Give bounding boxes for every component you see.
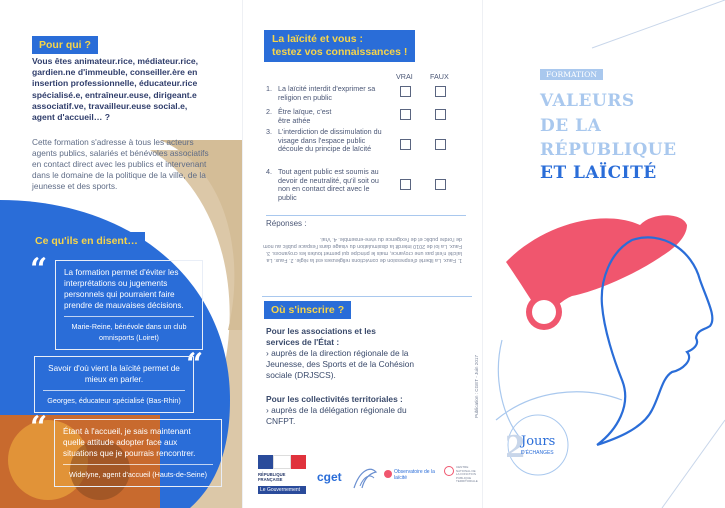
- quote-author: Marie-Reine, bénévole dans un club omnisports (Loiret): [64, 316, 194, 343]
- deco-arc: [498, 340, 522, 440]
- false-checkbox-2[interactable]: [435, 109, 446, 120]
- question-text: Tout agent public est soumis au devoir de neutralité, qu'il soit ou non en contact direct avec le public: [278, 167, 379, 202]
- who-tag: Pour qui ?: [32, 36, 98, 54]
- badge-word: Jours: [521, 434, 556, 449]
- quiz-tag: [264, 30, 415, 62]
- where-tag: Où s'inscrire ?: [264, 301, 351, 319]
- assoc-title: Pour les associations et les services de l'État :: [266, 326, 376, 347]
- quote-author: Widelyne, agent d'accueil (Hauts-de-Seine): [63, 464, 213, 480]
- quote-author: Georges, éducateur spécialisé (Bas-Rhin): [43, 390, 185, 406]
- local-text: › auprès de la délégation régionale du CNFPT.: [266, 405, 407, 426]
- col-true: VRAI: [396, 72, 413, 81]
- true-checkbox-3[interactable]: [400, 139, 411, 150]
- title-line-3: RÉPUBLIQUE: [540, 140, 677, 160]
- quote-mark-icon: “: [30, 252, 48, 287]
- who-text: Vous êtes animateur.rice, médiateur.rice, gardien.ne d'immeuble, conseiller.ère en insertion professionnelle, éducateur.rice spécialisé.e, entraîneur.euse, dirigeant.e associatif.ve, travailleur.euse social.e, agent d'accueil… ?: [32, 56, 199, 123]
- question-number: 4.: [266, 167, 272, 176]
- publication-credit: Publication : CGET - Juin 2017: [474, 355, 479, 418]
- title-line-2: DE LA: [540, 116, 602, 136]
- who-text-2: Cette formation s'adresse à tous les acteurs agents publics, salariés et bénévoles associatifs en contact direct avec les publics et intervenant dans le domaine de la politique de la ville, de la jeunesse et des sports.: [32, 137, 209, 191]
- formation-label: FORMATION: [540, 69, 603, 80]
- question-number: 2.: [266, 107, 272, 116]
- quote-text: Savoir d'où vient la laïcité permet de mieux en parler.: [48, 364, 180, 384]
- quote-mark-icon: “: [30, 410, 48, 445]
- gouvernement-text: Le Gouvernement: [258, 486, 306, 494]
- quote-card-1: [55, 260, 203, 350]
- question-text: La laïcité interdit d'exprimer sa religion en public: [278, 84, 376, 102]
- title-line-4: ET LAÏCITÉ: [540, 163, 657, 183]
- quote-mark-icon: “: [186, 347, 204, 382]
- answers-text: 1. Faux. La liberté d'expression de convictions religieuses est la règle. 2. Faux. La laïcité n'est pas une croyance, mais le principe qui permet toutes les croyances. 3. Faux. La loi de 2010 interdit la dissimulation du visage dans l'espace public au nom de l'ordre public et de l'exigence du vivre-ensemble. 4. Vrai.: [263, 236, 462, 263]
- quote-card-2: [34, 356, 194, 413]
- divider: [262, 296, 472, 297]
- true-checkbox-1[interactable]: [400, 86, 411, 97]
- observatoire-logo: Observatoire de la laïcité: [394, 469, 435, 481]
- question-number: 3.: [266, 127, 272, 136]
- question-text: Être laïque, c'est être athée: [278, 107, 332, 125]
- answers-label: Réponses :: [266, 219, 307, 228]
- true-checkbox-4[interactable]: [400, 179, 411, 190]
- republique-logo: [258, 455, 306, 499]
- local-title: Pour les collectivités territoriales :: [266, 394, 403, 404]
- false-checkbox-1[interactable]: [435, 86, 446, 97]
- badge-number: 2: [505, 430, 526, 465]
- quiz-tag-line-2: testez vos connaissances !: [272, 46, 408, 58]
- true-checkbox-2[interactable]: [400, 109, 411, 120]
- assoc-text: › auprès de la direction régionale de la Jeunesse, des Sports et de la Cohésion sociale (DRJSCS).: [266, 348, 415, 380]
- eye-inner: [532, 300, 556, 324]
- question-number: 1.: [266, 84, 272, 93]
- republique-text: RÉPUBLIQUE FRANÇAISE: [258, 472, 286, 482]
- quote-text: Étant à l'accueil, je sais maintenant quelle attitude adopter face aux situations que je pourrais rencontrer.: [63, 427, 196, 458]
- cget-logo: cget: [317, 470, 342, 484]
- ministry-logo: [350, 462, 380, 492]
- quote-card-3: [54, 419, 222, 487]
- cnfpt-icon: [444, 466, 454, 476]
- deco-arc: [496, 392, 622, 420]
- say-tag: Ce qu'ils en disent…: [28, 232, 145, 250]
- title-line-1: VALEURS: [540, 91, 635, 111]
- false-checkbox-4[interactable]: [435, 179, 446, 190]
- left-panel: [0, 0, 242, 508]
- deco-line: [592, 0, 725, 48]
- deco-line: [662, 420, 725, 508]
- quote-text: La formation permet d'éviter les interprétations ou jugements personnels qui pourraient faire prendre de mauvaises décisions.: [64, 268, 184, 310]
- badge-sub: D'ÉCHANGES: [521, 450, 554, 456]
- cnfpt-logo: CENTRE NATIONAL DE LA FONCTION PUBLIQUE TERRITORIALE: [456, 465, 478, 484]
- col-false: FAUX: [430, 72, 449, 81]
- divider: [266, 215, 466, 216]
- false-checkbox-3[interactable]: [435, 139, 446, 150]
- question-text: L'interdiction de dissimulation du visage dans l'espace public découle du principe de laïcité: [278, 127, 382, 154]
- quiz-tag-line-1: La laïcité et vous :: [272, 33, 364, 45]
- observatoire-dot: [384, 470, 392, 478]
